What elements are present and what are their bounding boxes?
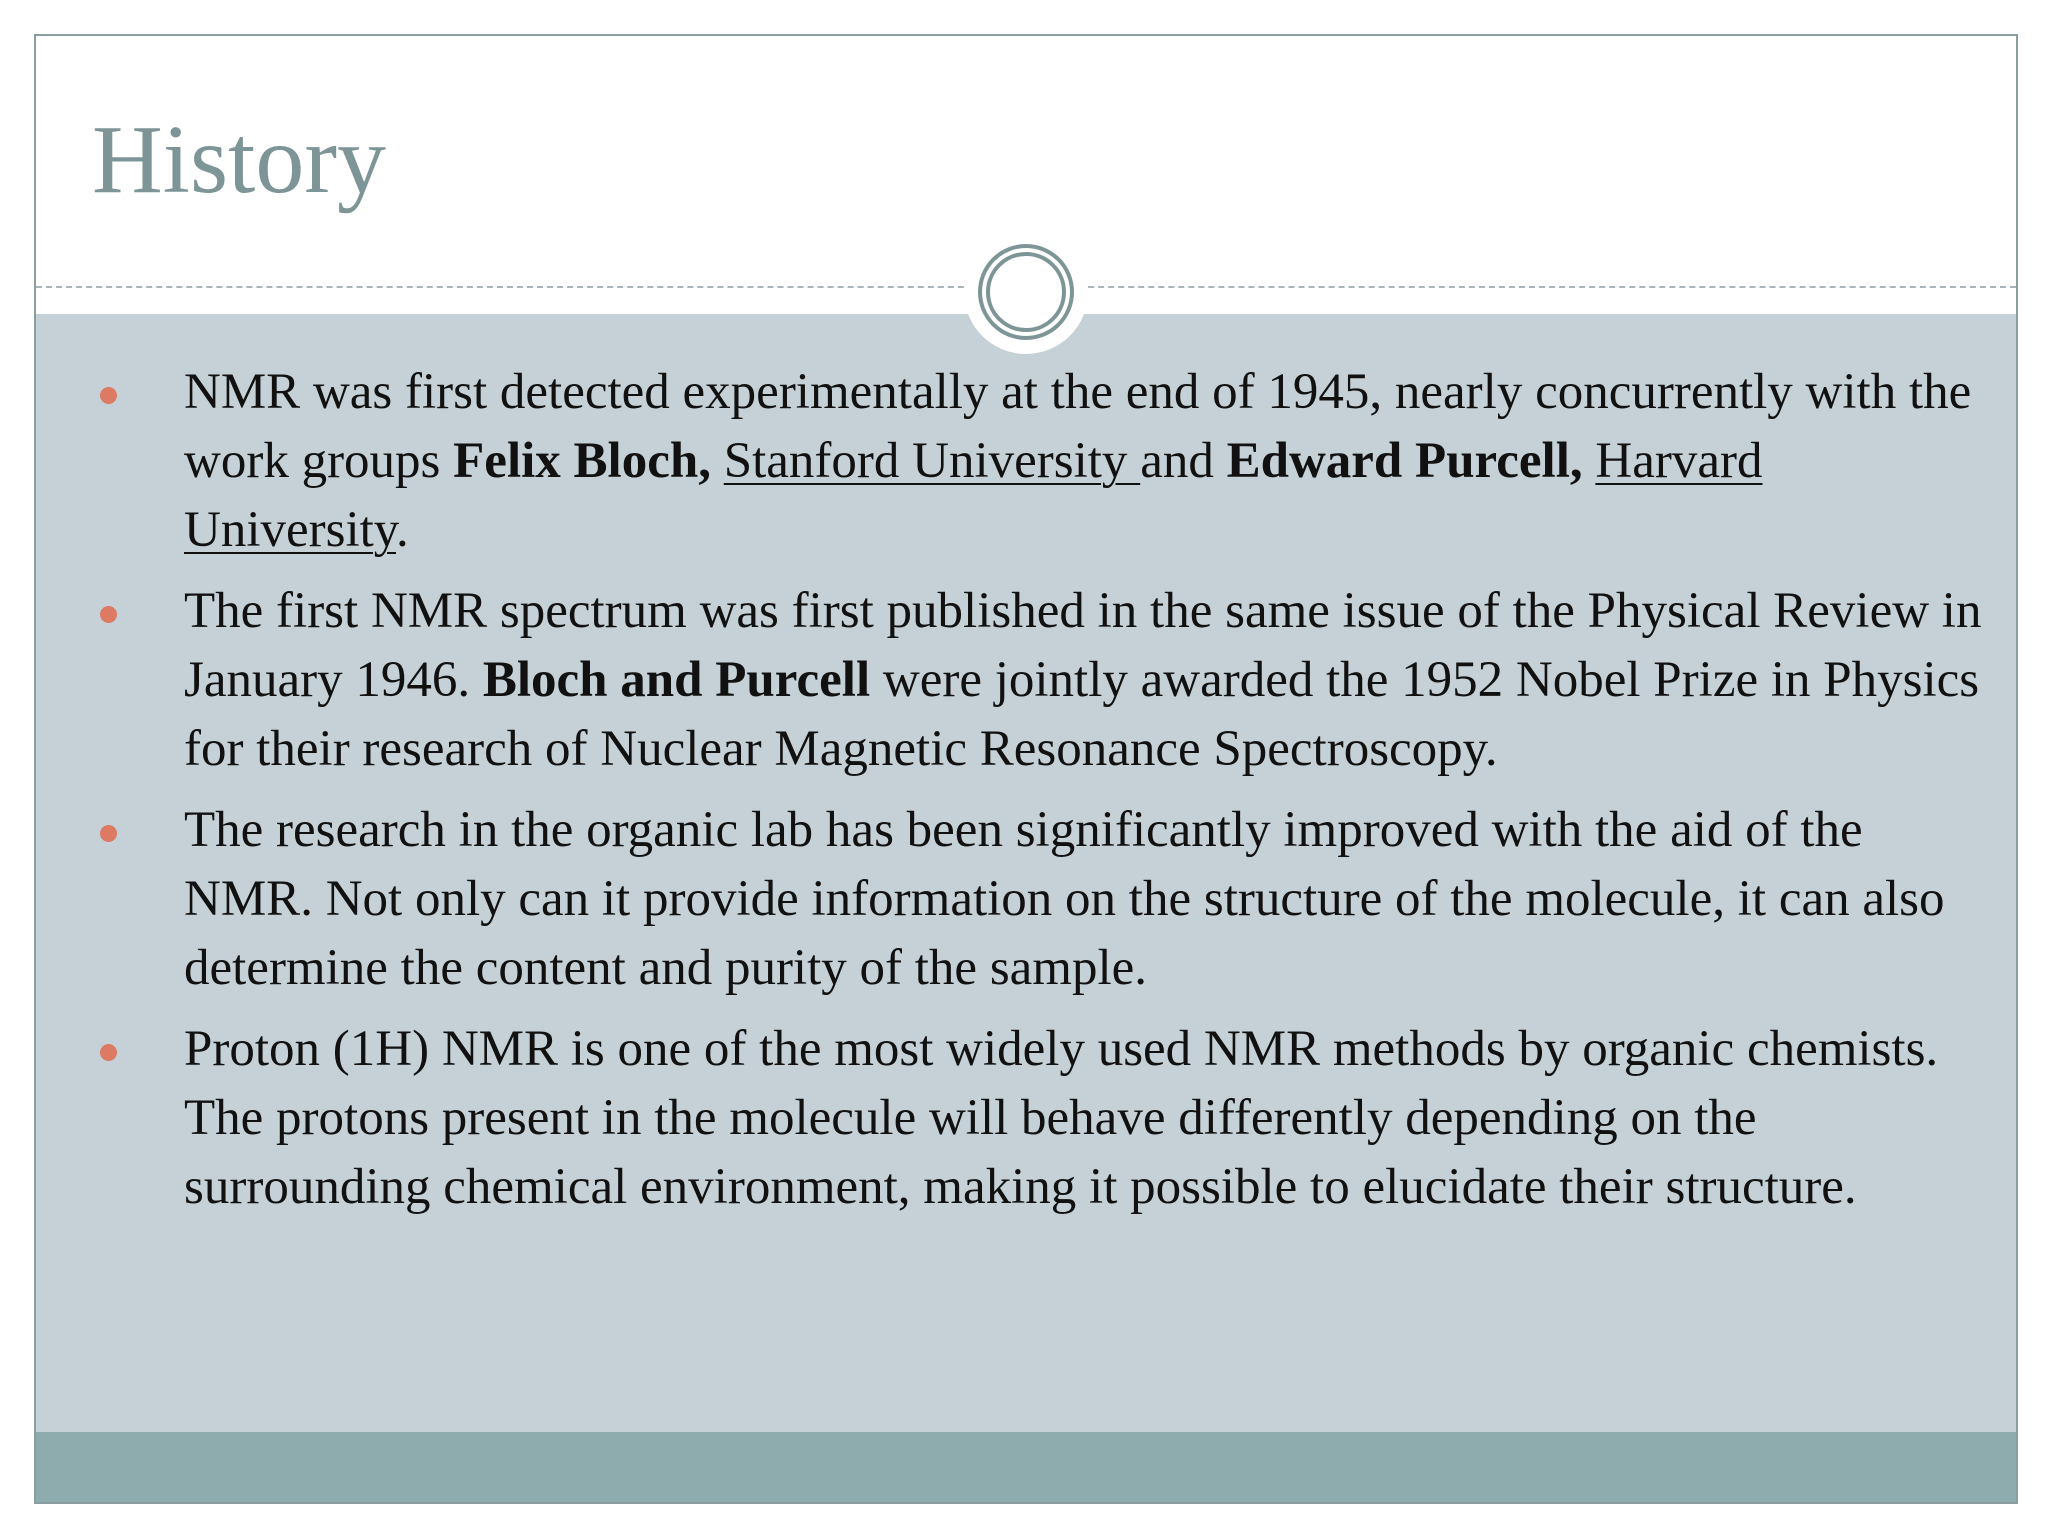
bullet-dot-icon	[100, 825, 117, 842]
bullet-dot-icon	[100, 1044, 117, 1061]
bullet-item	[92, 577, 1992, 784]
bullet-text	[711, 433, 724, 489]
bullet-item	[92, 796, 1992, 1003]
name-edward-purcell: Edward Purcell,	[1226, 433, 1583, 489]
bullet-text: .	[396, 502, 409, 558]
bullet-text: The research in the organic lab has been significantly improved with the aid of the NMR. Not only can it provide information on the structure of the molecule, it can also determine the content and purity of the sample.	[184, 802, 1945, 996]
slide-title: History	[92, 106, 386, 214]
bullet-dot-icon	[100, 606, 117, 623]
bullet-dot-icon	[100, 387, 117, 404]
name-felix-bloch: Felix Bloch,	[453, 433, 711, 489]
slide	[34, 34, 2018, 1504]
name-bloch-and-purcell: Bloch and Purcell	[482, 652, 871, 708]
bullet-item	[92, 358, 1992, 565]
link-stanford-university: Stanford University	[723, 433, 1141, 489]
circle-ornament-inner-ring	[986, 252, 1066, 332]
bullet-text: were jointly awarded the 1952 Nobel Prize in Physics for their research of Nuclear Magnetic Resonance Spectroscopy.	[184, 652, 1980, 777]
bullet-text: NMR was first detected experimentally at the end of 1945, nearly concurrently with the work groups	[184, 364, 1972, 489]
bullet-list	[92, 358, 1992, 1234]
bullet-text	[1583, 433, 1596, 489]
bullet-text: Proton (1H) NMR is one of the most widely used NMR methods by organic chemists. The protons present in the molecule will behave differently depending on the surrounding chemical environment, making it possible to elucidate their structure.	[184, 1021, 1939, 1215]
footer-bar	[36, 1432, 2016, 1502]
link-harvard-university: Harvard University	[184, 433, 1763, 558]
bullet-item	[92, 1015, 1992, 1222]
bullet-text: The first NMR spectrum was first published in the same issue of the Physical Review in January 1946.	[184, 583, 1982, 708]
bullet-text: and	[1140, 433, 1227, 489]
